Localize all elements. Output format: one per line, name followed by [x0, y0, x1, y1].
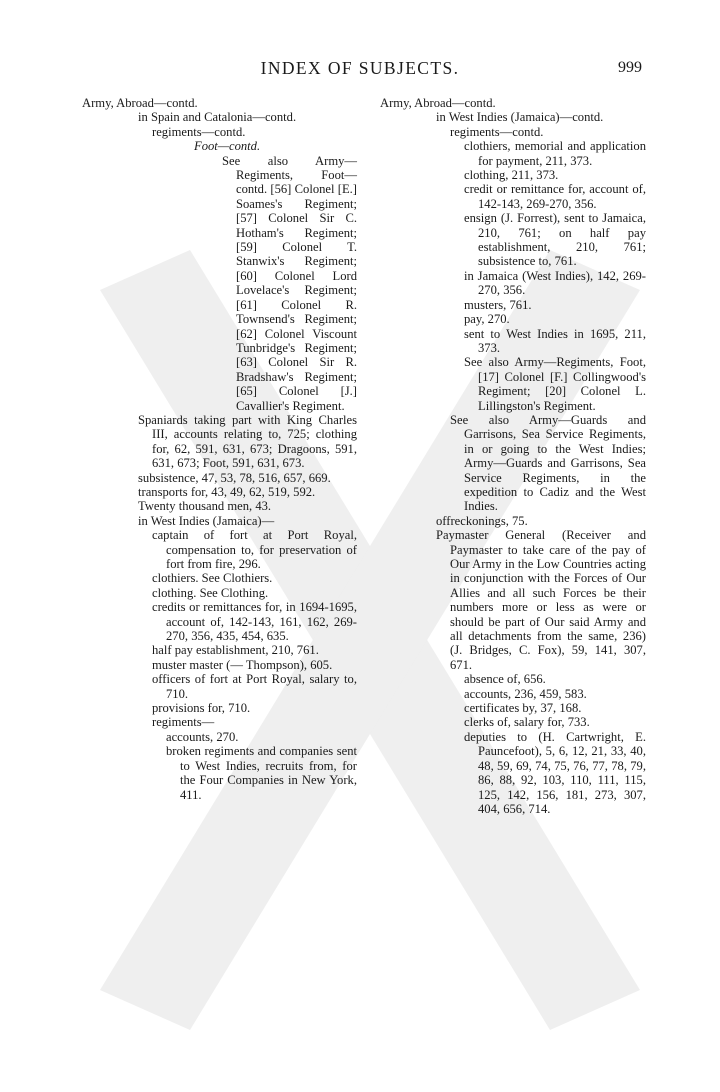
- index-entry: musters, 761.: [464, 297, 532, 312]
- index-entry: half pay establishment, 210, 761.: [152, 643, 319, 658]
- index-entry: accounts, 270.: [166, 729, 239, 744]
- index-entry: regiments—contd.: [450, 124, 544, 139]
- index-entry: deputies to (H. Cartwright, E. Pauncefoot), 5, 6, 12, 21, 33, 40, 48, 59, 69, 74, 75, 76, 77, 78, 79, 86, 88, 92, 103, 110, 111, 115, 125, 142, 156, 181, 273, 307, 404, 656, 714.: [464, 729, 646, 816]
- index-entry: in West Indies (Jamaica)—: [138, 513, 275, 528]
- index-entry: accounts, 236, 459, 583.: [464, 686, 587, 701]
- index-entry: Spaniards taking part with King Charles III, accounts relating to, 725; clothing for, 62, 591, 631, 673; Dragoons, 591, 631, 673; Foot, 591, 631, 673.: [138, 412, 357, 471]
- index-entry: clothing. See Clothing.: [152, 585, 269, 600]
- index-entry: transports for, 43, 49, 62, 519, 592.: [138, 484, 316, 499]
- index-entry: See also Army—Regiments, Foot, [17] Colonel [F.] Collingwood's Regiment; [20] Colonel L. Lillingston's Regiment.: [464, 355, 646, 413]
- index-entry: clothiers, memorial and application for payment, 211, 373.: [464, 139, 646, 168]
- index-entry: See also Army—Regiments, Foot—contd. [56] Colonel [E.] Soames's Regiment; [57] Colonel Sir C. Hotham's Regiment; [59] Colonel T. Stanwix's Regiment; [60] Colonel Lord Lovelace's Regiment; [61] Colonel R. Townsend's Regiment; [62] Colonel Viscount Tunbridge's Regiment; [63] Colonel Sir R. Bradshaw's Regiment; [65] Colonel [J.] Cavallier's Regiment.: [222, 153, 357, 413]
- index-entry: See also Army—Guards and Garrisons, Sea Service Regiments, in or going to the West Indies; Army—Guards and Garrisons, Sea Service Regiments, in the expedition to Cadiz and the West Indies.: [450, 412, 646, 514]
- index-entry: Army, Abroad—contd.: [380, 96, 496, 110]
- index-entry: subsistence, 47, 53, 78, 516, 657, 669.: [138, 470, 331, 485]
- index-entry: provisions for, 710.: [152, 701, 251, 716]
- page-header: [0, 58, 720, 84]
- index-entry: pay, 270.: [464, 312, 510, 327]
- index-entry: Army, Abroad—contd.: [82, 96, 198, 110]
- index-entry: clothing, 211, 373.: [464, 168, 559, 183]
- page-number: 999: [618, 59, 642, 76]
- index-entry: clothiers. See Clothiers.: [152, 571, 273, 586]
- index-entry: in West Indies (Jamaica)—contd.: [436, 110, 604, 125]
- index-entry: Paymaster General (Receiver and Paymaster to take care of the pay of Our Army in the Low Countries acting in conjunction with the Forces of Our Allies and all such Forces be their numbers more or less as were or should be part of Our said Army and all detachments from the same, 236) (J. Bridges, C. Fox), 59, 141, 307, 671.: [436, 528, 646, 672]
- index-entry: officers of fort at Port Royal, salary to, 710.: [152, 672, 357, 701]
- index-entry: clerks of, salary for, 733.: [464, 715, 590, 730]
- index-column-right: [380, 96, 646, 816]
- index-entry: regiments—: [152, 715, 215, 730]
- index-entry: Twenty thousand men, 43.: [138, 499, 272, 514]
- index-entry: offreckonings, 75.: [436, 513, 528, 528]
- index-entry: captain of fort at Port Royal, compensation to, for preservation of fort from fire, 296.: [152, 528, 357, 571]
- index-entry: regiments—contd.: [152, 124, 246, 139]
- index-entry: ensign (J. Forrest), sent to Jamaica, 210, 761; on half pay establishment, 210, 761; subsistence to, 761.: [464, 211, 646, 269]
- index-entry: in Spain and Catalonia—contd.: [138, 110, 297, 125]
- index-entry: sent to West Indies in 1695, 211, 373.: [464, 326, 646, 355]
- page-title: INDEX OF SUBJECTS.: [260, 58, 460, 78]
- index-entry: credits or remittances for, in 1694-1695, account of, 142-143, 161, 162, 269-270, 356, 435, 454, 635.: [152, 600, 357, 644]
- index-entry: muster master (— Thompson), 605.: [152, 657, 333, 672]
- index-entry: Foot—contd.: [194, 139, 261, 154]
- index-entry: in Jamaica (West Indies), 142, 269-270, 356.: [464, 268, 646, 298]
- index-entry: absence of, 656.: [464, 672, 546, 687]
- index-entry: certificates by, 37, 168.: [464, 701, 582, 716]
- index-column-left: [82, 96, 357, 802]
- index-entry: credit or remittance for, account of, 142-143, 269-270, 356.: [464, 182, 646, 211]
- index-entry: broken regiments and companies sent to West Indies, recruits from, for the Four Companies in New York, 411.: [166, 744, 357, 802]
